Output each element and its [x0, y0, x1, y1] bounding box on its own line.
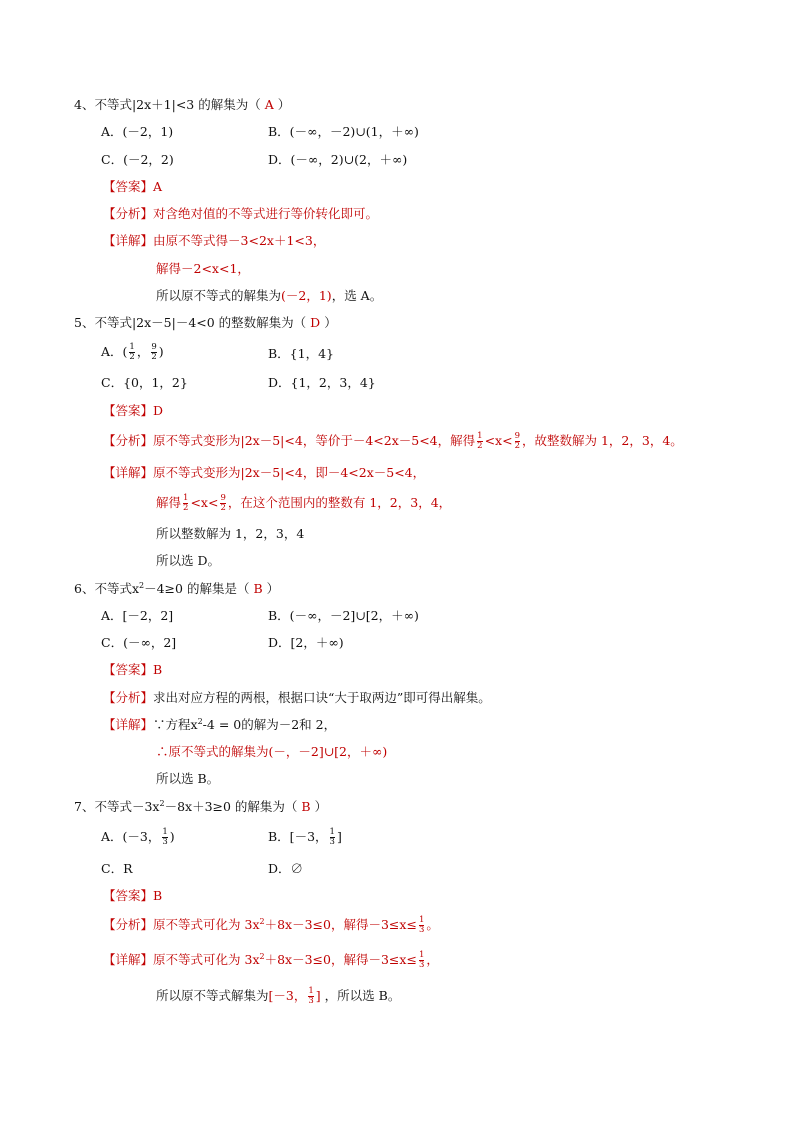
q7-a-pre: A．(－3， [101, 829, 161, 844]
q7-analysis-exponent: 2 [259, 916, 265, 926]
q7-analysis-post: 。 [426, 917, 439, 932]
q7-option-a [101, 828, 175, 847]
frac-den: 2 [477, 441, 483, 451]
q5-a-frac1 [129, 343, 134, 362]
q5-analysis-mid: <x< [484, 433, 513, 448]
q6-stem-exponent: 2 [139, 580, 145, 590]
analysis-label: 【分析】 [103, 206, 154, 221]
q7-detail1-post: ， [426, 952, 439, 967]
answer-label: 【答案】 [103, 662, 154, 677]
q7-option-c: C．R [101, 861, 133, 876]
answer-label: 【答案】 [103, 888, 154, 903]
analysis-label: 【分析】 [103, 690, 154, 705]
q7-stem-text: 7、不等式－3x [74, 799, 160, 814]
frac-den: 2 [514, 441, 520, 451]
q5-analysis-frac1 [477, 432, 482, 451]
frac-num: 9 [514, 431, 520, 441]
q5-analysis-text [153, 431, 683, 451]
q6-option-a: A．[－2，2] [101, 608, 174, 623]
q6-answer [103, 661, 162, 679]
frac-den: 3 [308, 996, 314, 1006]
q4-analysis-text: 对含绝对值的不等式进行等价转化即可。 [153, 206, 379, 221]
frac-num: 1 [129, 342, 135, 352]
q7-analysis-pre: 原不等式可化为 3x [153, 917, 260, 932]
frac-num: 9 [151, 342, 157, 352]
q4-detail-line2: 解得－2<x<1， [156, 261, 250, 276]
detail-label: 【详解】 [103, 952, 154, 967]
q4-option-a: A．(－2，1) [101, 124, 174, 139]
q7-option-d: D．∅ [268, 861, 304, 876]
q7-a-frac [162, 828, 167, 847]
q5-detail-line3: 所以整数解为 1，2，3，4 [156, 526, 305, 541]
q5-option-b: B．{1，4} [268, 346, 334, 361]
answer-label: 【答案】 [103, 403, 154, 418]
frac-num: 1 [162, 827, 168, 837]
q6-detail-line2: ∴原不等式的解集为(－，－2]∪[2，＋∞) [156, 744, 388, 759]
q4-option-c: C．(－2，2) [101, 152, 174, 167]
q6-option-d: D．[2，＋∞) [268, 635, 344, 650]
q5-option-d: D．{1，2，3，4} [268, 375, 376, 390]
q4-stem-text: 4、不等式|2x＋1|<3 的解集为（ [74, 97, 261, 112]
frac-den: 3 [418, 960, 425, 970]
q5-detail-line2 [156, 494, 451, 513]
q5-analysis [103, 432, 683, 451]
q7-detail-line2 [156, 987, 400, 1006]
q4-analysis [103, 205, 378, 223]
q6-stem-mid: －4≥0 的解集是（ [144, 581, 250, 596]
q7-detail1-pre: 原不等式可化为 3x [153, 952, 260, 967]
q5-detail [103, 464, 425, 482]
q7-option-b [268, 828, 342, 847]
q7-analysis-mid: ＋8x－3≤0，解得－3≤x≤ [264, 917, 417, 932]
q7-detail2-red-post: ] [315, 988, 321, 1003]
q4-detail3-pre: 所以原不等式的解集为 [156, 288, 282, 303]
q6-detail1-exponent: 2 [197, 716, 203, 726]
frac-den: 3 [418, 925, 425, 935]
frac-num: 1 [329, 827, 335, 837]
q4-answer [103, 178, 162, 196]
q5-option-a [101, 343, 164, 362]
frac-num: 9 [220, 493, 226, 503]
q7-stem-exponent: 2 [159, 798, 165, 808]
q6-option-c: C．(－∞，2] [101, 635, 177, 650]
q5-detail-line1: 原不等式变形为|2x－5|<4，即－4<2x－5<4， [153, 465, 426, 480]
q5-analysis-pre: 原不等式变形为|2x－5|<4，等价于－4<2x－5<4，解得 [153, 433, 476, 448]
q7-detail1-frac [419, 951, 424, 970]
q4-option-b: B．(－∞，－2)∪(1，＋∞) [268, 124, 419, 139]
q5-option-c: C．{0，1，2} [101, 375, 188, 390]
q7-stem [74, 798, 327, 816]
q6-analysis [103, 689, 491, 707]
q4-detail-line3 [156, 287, 382, 305]
q6-detail-line3: 所以选 B。 [156, 771, 220, 786]
q5-detail2-mid: <x< [190, 495, 219, 510]
q5-analysis-post: ，故整数解为 1，2，3，4。 [521, 433, 683, 448]
q7-answer-value: B [153, 888, 163, 903]
q5-detail2-frac1 [183, 494, 188, 513]
q7-detail1-exponent: 2 [259, 951, 265, 961]
q5-detail2-post: ，在这个范围内的整数有 1，2，3，4， [227, 495, 452, 510]
q5-analysis-frac2 [515, 432, 520, 451]
detail-label: 【详解】 [103, 233, 154, 248]
q5-a-mid: ， [136, 344, 150, 359]
analysis-label: 【分析】 [103, 433, 154, 448]
frac-num: 1 [477, 431, 483, 441]
q7-a-post: ) [169, 829, 175, 844]
frac-num: 1 [183, 493, 189, 503]
q4-detail [103, 232, 325, 250]
q7-analysis-frac [419, 916, 424, 935]
q7-b-frac [330, 828, 335, 847]
q7-detail-line1 [153, 950, 439, 970]
q6-stem-text: 6、不等式x [74, 581, 140, 596]
detail-label: 【详解】 [103, 465, 154, 480]
frac-den: 3 [329, 837, 335, 847]
q7-answer-mark: B [301, 799, 311, 814]
q7-stem-mid: －8x＋3≥0 的解集为（ [164, 799, 298, 814]
q5-a-frac2 [151, 343, 156, 362]
q4-answer-value: A [153, 179, 163, 194]
frac-den: 2 [151, 352, 157, 362]
q5-answer [103, 402, 163, 420]
frac-den: 2 [183, 503, 189, 513]
q5-a-post: ) [158, 344, 164, 359]
frac-den: 2 [220, 503, 226, 513]
q6-answer-mark: B [253, 581, 263, 596]
q6-stem-close: ） [266, 581, 280, 596]
detail-label: 【详解】 [103, 717, 154, 732]
q7-answer [103, 887, 162, 905]
q7-detail2-red-pre: [－3， [268, 988, 307, 1003]
q6-detail [103, 716, 336, 734]
q5-detail2-frac2 [220, 494, 225, 513]
q7-analysis-text [153, 915, 439, 935]
frac-den: 2 [129, 352, 135, 362]
q4-stem [74, 96, 290, 114]
frac-den: 3 [162, 837, 168, 847]
q5-stem-close: ） [324, 315, 337, 330]
q7-b-post: ] [336, 829, 342, 844]
q5-detail2-pre: 解得 [156, 495, 182, 510]
q6-detail1-post: -4 = 0的解为－2和 2， [202, 717, 337, 732]
q7-detail [103, 951, 439, 970]
q6-answer-value: B [153, 662, 163, 677]
q4-answer-mark: A [264, 97, 274, 112]
answer-label: 【答案】 [103, 179, 154, 194]
q5-answer-value: D [153, 403, 164, 418]
q7-detail2-frac [308, 987, 313, 1006]
q7-b-pre: B．[－3， [268, 829, 328, 844]
q5-answer-mark: D [310, 315, 321, 330]
q4-detail-line1: 由原不等式得－3<2x＋1<3， [153, 233, 326, 248]
frac-num: 1 [418, 915, 425, 925]
q7-detail1-mid: ＋8x－3≤0，解得－3≤x≤ [264, 952, 417, 967]
q6-stem [74, 580, 279, 598]
q6-option-b: B．(－∞，－2]∪[2，＋∞) [268, 608, 419, 623]
q4-detail3-interval: (－2，1) [281, 288, 332, 303]
q5-a-pre: A．( [101, 344, 128, 359]
frac-num: 1 [308, 986, 314, 996]
q5-stem-text: 5、不等式|2x－5|－4<0 的整数解集为（ [74, 315, 307, 330]
q7-stem-close: ） [314, 799, 328, 814]
q7-detail2-post: ，所以选 B。 [324, 988, 401, 1003]
q5-stem [74, 314, 337, 332]
analysis-label: 【分析】 [103, 917, 154, 932]
q7-analysis [103, 916, 439, 935]
q6-analysis-text: 求出对应方程的两根，根据口诀“大于取两边”即可得出解集。 [153, 690, 491, 705]
q4-detail3-post: ，选 A。 [331, 288, 383, 303]
q6-detail1-pre: ∵方程x [153, 717, 198, 732]
q7-detail2-pre: 所以原不等式解集为 [156, 988, 269, 1003]
q5-detail-line4: 所以选 D。 [156, 553, 220, 568]
q4-option-d: D．(－∞，2)∪(2，＋∞) [268, 152, 408, 167]
q4-stem-close: ） [277, 97, 291, 112]
frac-num: 1 [418, 950, 425, 960]
q7-detail2-interval [268, 986, 321, 1006]
